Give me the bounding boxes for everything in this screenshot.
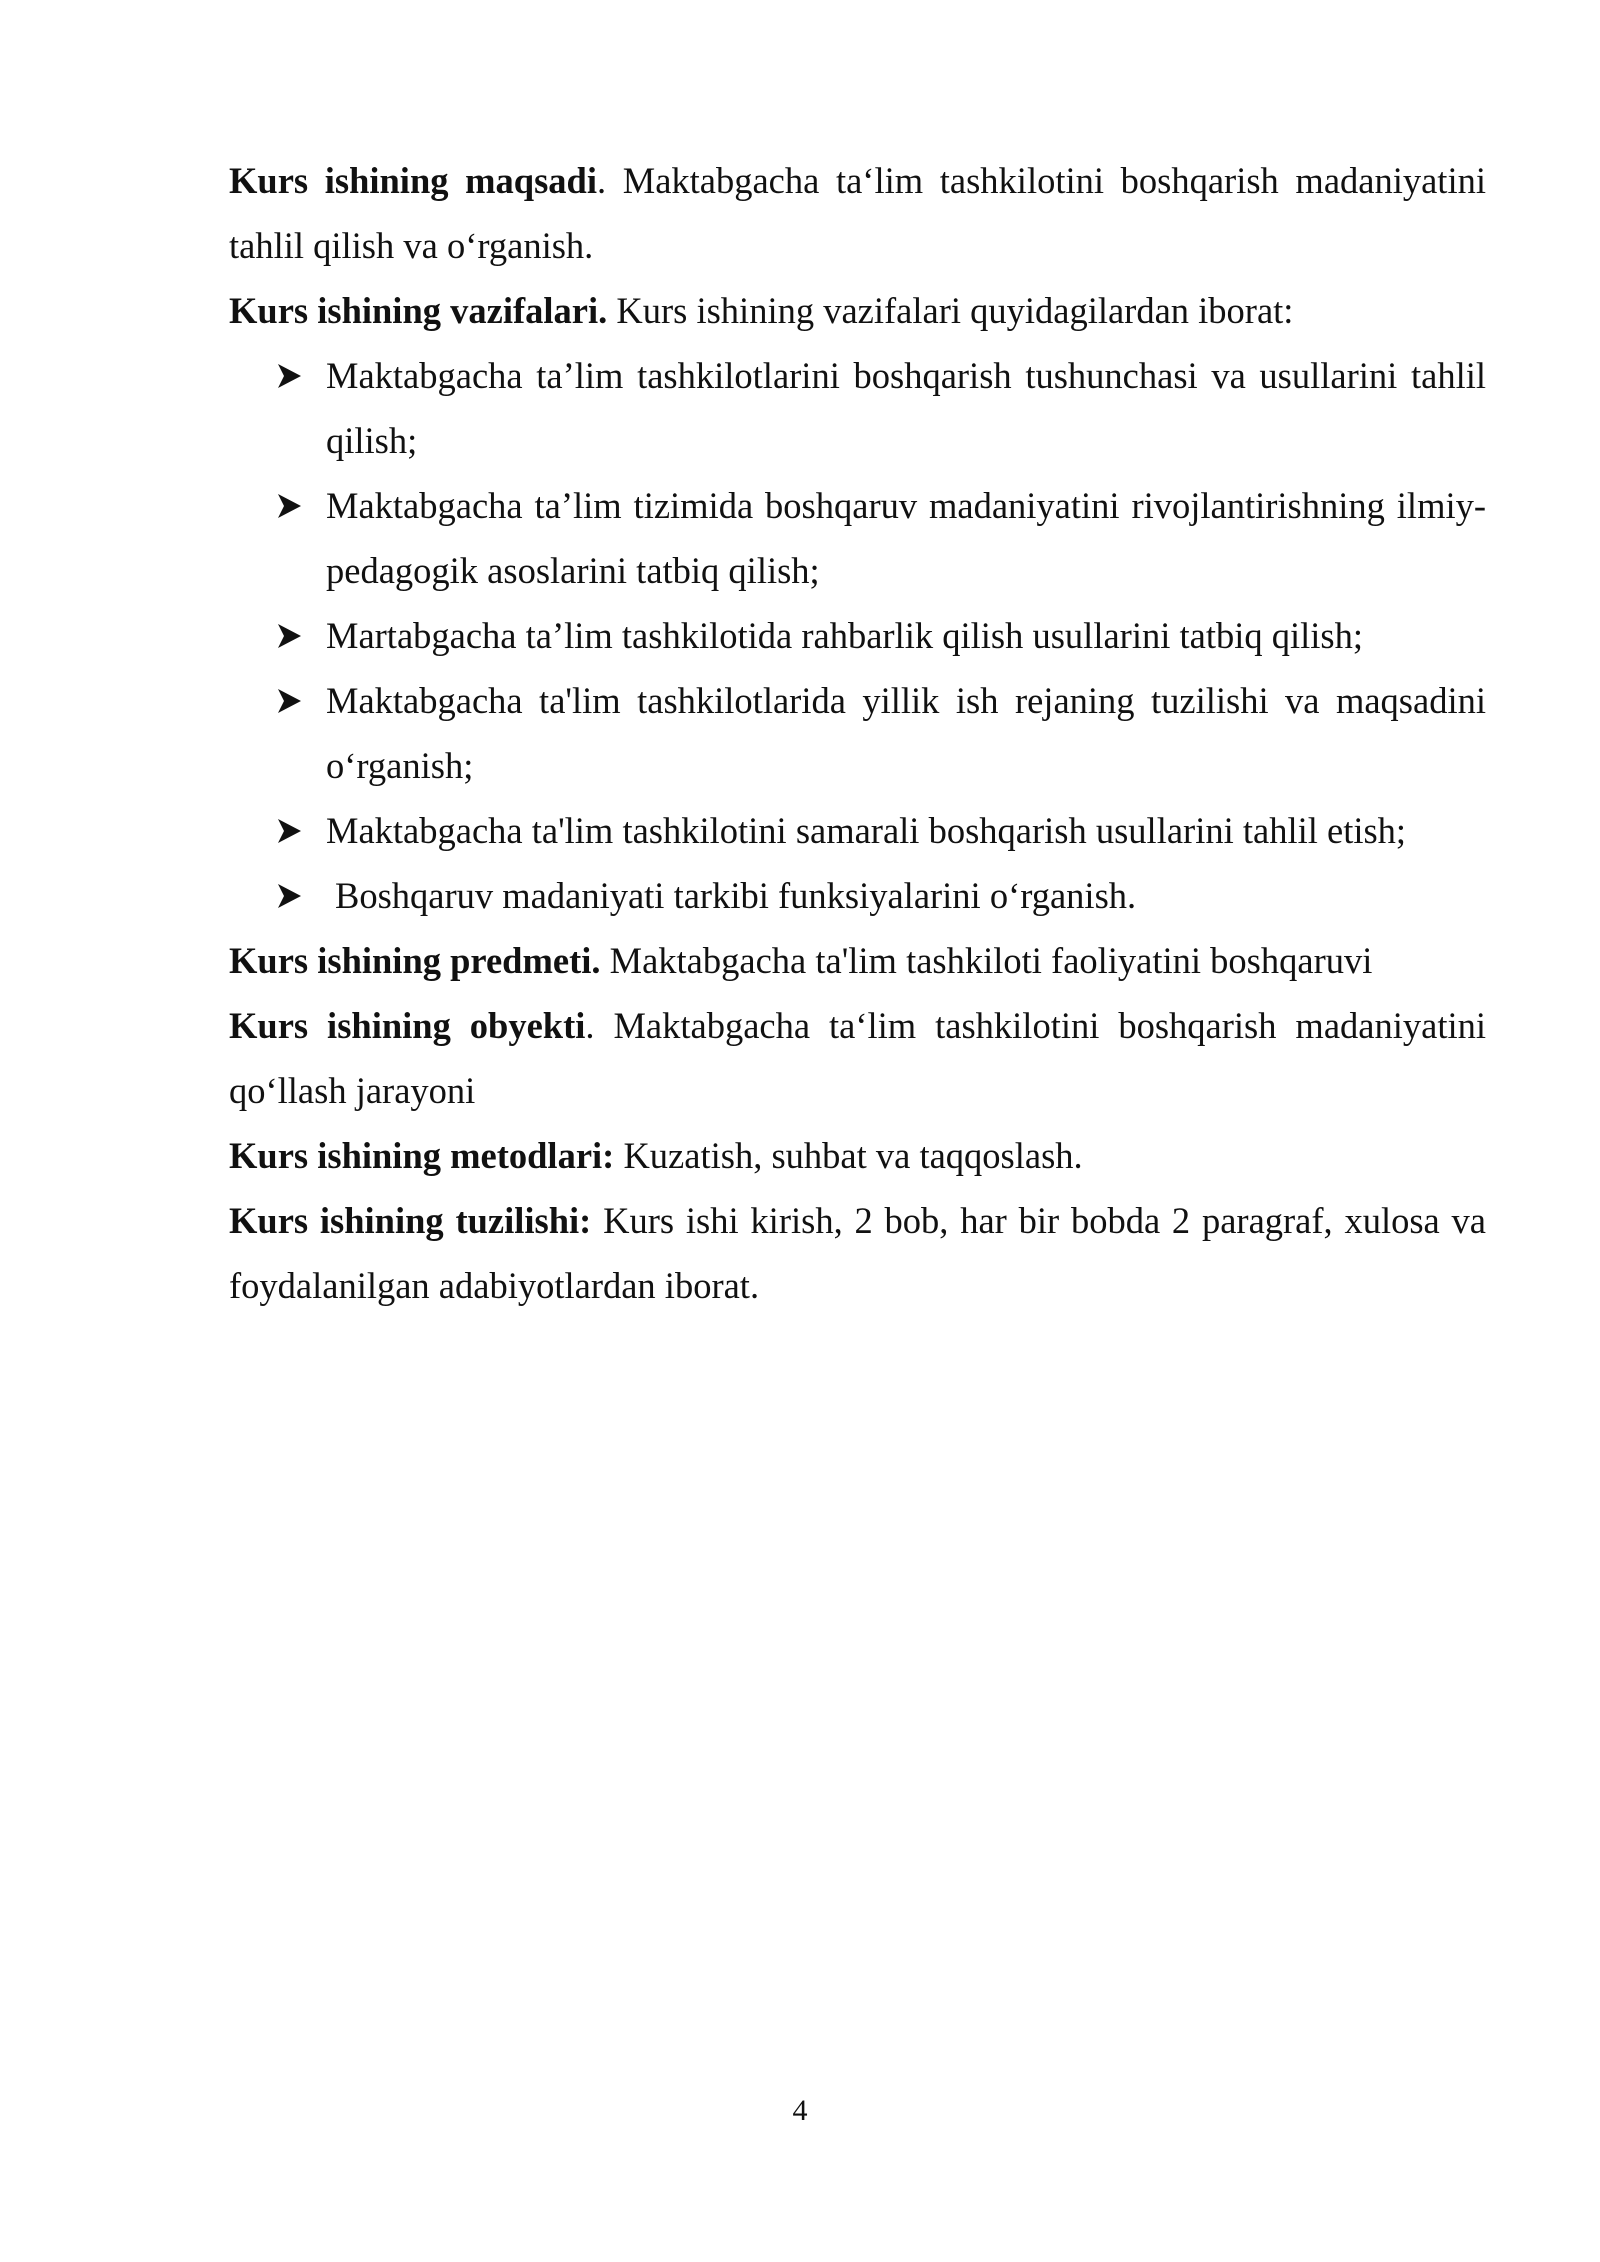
list-item bbox=[229, 603, 1486, 668]
object-paragraph bbox=[229, 993, 1486, 1123]
tasks-list bbox=[229, 343, 1486, 928]
list-item-text: Maktabgacha ta’lim tashkilotlarini boshqarish tushunchasi va usullarini tahlil qilish; bbox=[326, 355, 1486, 461]
arrowhead-bullet-icon bbox=[275, 863, 315, 928]
structure-label: Kurs ishining tuzilishi: bbox=[229, 1200, 592, 1241]
purpose-text: . Maktabgacha ta‘lim tashkilotini boshqarish madaniyatini tahlil qilish va o‘rganish. bbox=[229, 160, 1486, 266]
tasks-text: Kurs ishining vazifalari quyidagilardan iborat: bbox=[607, 290, 1294, 331]
tasks-label: Kurs ishining vazifalari. bbox=[229, 290, 608, 331]
list-item-text: Maktabgacha ta'lim tashkilotlarida yillik ish rejaning tuzilishi va maqsadini o‘rganish; bbox=[326, 680, 1486, 786]
purpose-paragraph bbox=[229, 148, 1486, 278]
methods-paragraph bbox=[229, 1123, 1486, 1188]
list-item bbox=[229, 798, 1486, 863]
object-text: . Maktabgacha ta‘lim tashkilotini boshqarish madaniyatini qo‘llash jarayoni bbox=[229, 1005, 1486, 1111]
list-item bbox=[229, 473, 1486, 603]
list-item bbox=[229, 668, 1486, 798]
list-item bbox=[229, 863, 1486, 928]
list-item bbox=[229, 343, 1486, 473]
structure-text: Kurs ishi kirish, 2 bob, har bir bobda 2 paragraf, xulosa va foydalanilgan adabiyotlardan iborat. bbox=[229, 1200, 1486, 1306]
arrowhead-bullet-icon bbox=[275, 343, 315, 408]
arrowhead-bullet-icon bbox=[275, 668, 315, 733]
arrowhead-bullet-icon bbox=[275, 798, 315, 863]
list-item-text: Martabgacha ta’lim tashkilotida rahbarlik qilish usullarini tatbiq qilish; bbox=[326, 615, 1363, 656]
subject-text: Maktabgacha ta'lim tashkiloti faoliyatini boshqaruvi bbox=[600, 940, 1373, 981]
object-label: Kurs ishining obyekti bbox=[229, 1005, 586, 1046]
document-page bbox=[229, 148, 1486, 1318]
purpose-label: Kurs ishining maqsadi bbox=[229, 160, 597, 201]
subject-label: Kurs ishining predmeti. bbox=[229, 940, 601, 981]
methods-label: Kurs ishining metodlari: bbox=[229, 1135, 615, 1176]
list-item-text: Maktabgacha ta’lim tizimida boshqaruv madaniyatini rivojlantirishning ilmiy-pedagogik asoslarini tatbiq qilish; bbox=[326, 485, 1486, 591]
tasks-paragraph bbox=[229, 278, 1486, 343]
arrowhead-bullet-icon bbox=[275, 473, 315, 538]
list-item-text: Boshqaruv madaniyati tarkibi funksiyalarini o‘rganish. bbox=[335, 875, 1137, 916]
list-item-text: Maktabgacha ta'lim tashkilotini samarali boshqarish usullarini tahlil etish; bbox=[326, 810, 1407, 851]
structure-paragraph bbox=[229, 1188, 1486, 1318]
methods-text: Kuzatish, suhbat va taqqoslash. bbox=[614, 1135, 1083, 1176]
subject-paragraph bbox=[229, 928, 1486, 993]
arrowhead-bullet-icon bbox=[275, 603, 315, 668]
page-number: 4 bbox=[792, 2094, 808, 2127]
